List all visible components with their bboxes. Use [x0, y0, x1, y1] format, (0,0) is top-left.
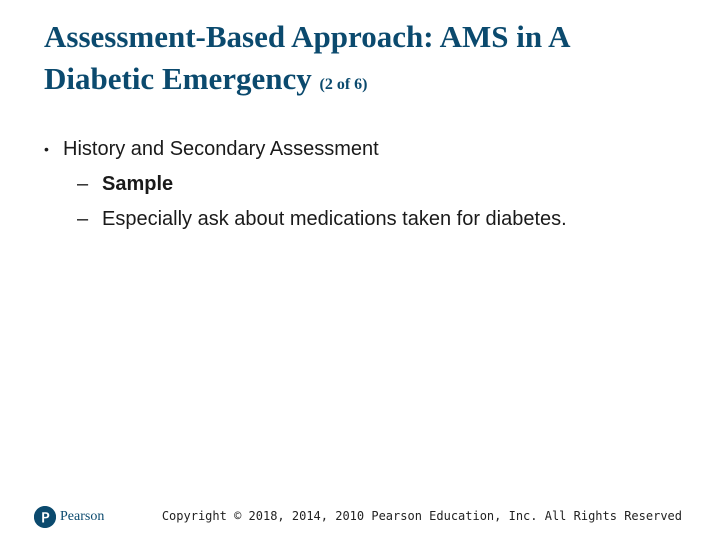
pearson-logo [34, 505, 104, 529]
bullet-item-history [44, 136, 684, 162]
bullet-text: History and Secondary Assessment [63, 138, 379, 160]
slide-title-main: Assessment-Based Approach: AMS in A Diabetic Emergency [44, 19, 569, 96]
sub-bullet-item-medications [44, 206, 684, 232]
copyright-notice: Copyright © 2018, 2014, 2010 Pearson Education, Inc. All Rights Reserved [161, 509, 682, 523]
pearson-logo-icon [34, 506, 56, 528]
sub-bullet-item-sample [44, 171, 684, 197]
slide-title-page-indicator: (2 of 6) [319, 76, 368, 93]
bullet-list [44, 136, 684, 232]
sub-bullet-text: Sample [102, 173, 174, 195]
sub-bullet-marker: – [77, 208, 89, 230]
slide-title [44, 16, 684, 106]
bullet-marker: • [44, 141, 49, 157]
sub-bullet-text: Especially ask about medications taken for diabetes. [102, 208, 567, 230]
sub-bullet-marker: – [77, 173, 89, 195]
pearson-logo-text: Pearson [60, 509, 105, 524]
